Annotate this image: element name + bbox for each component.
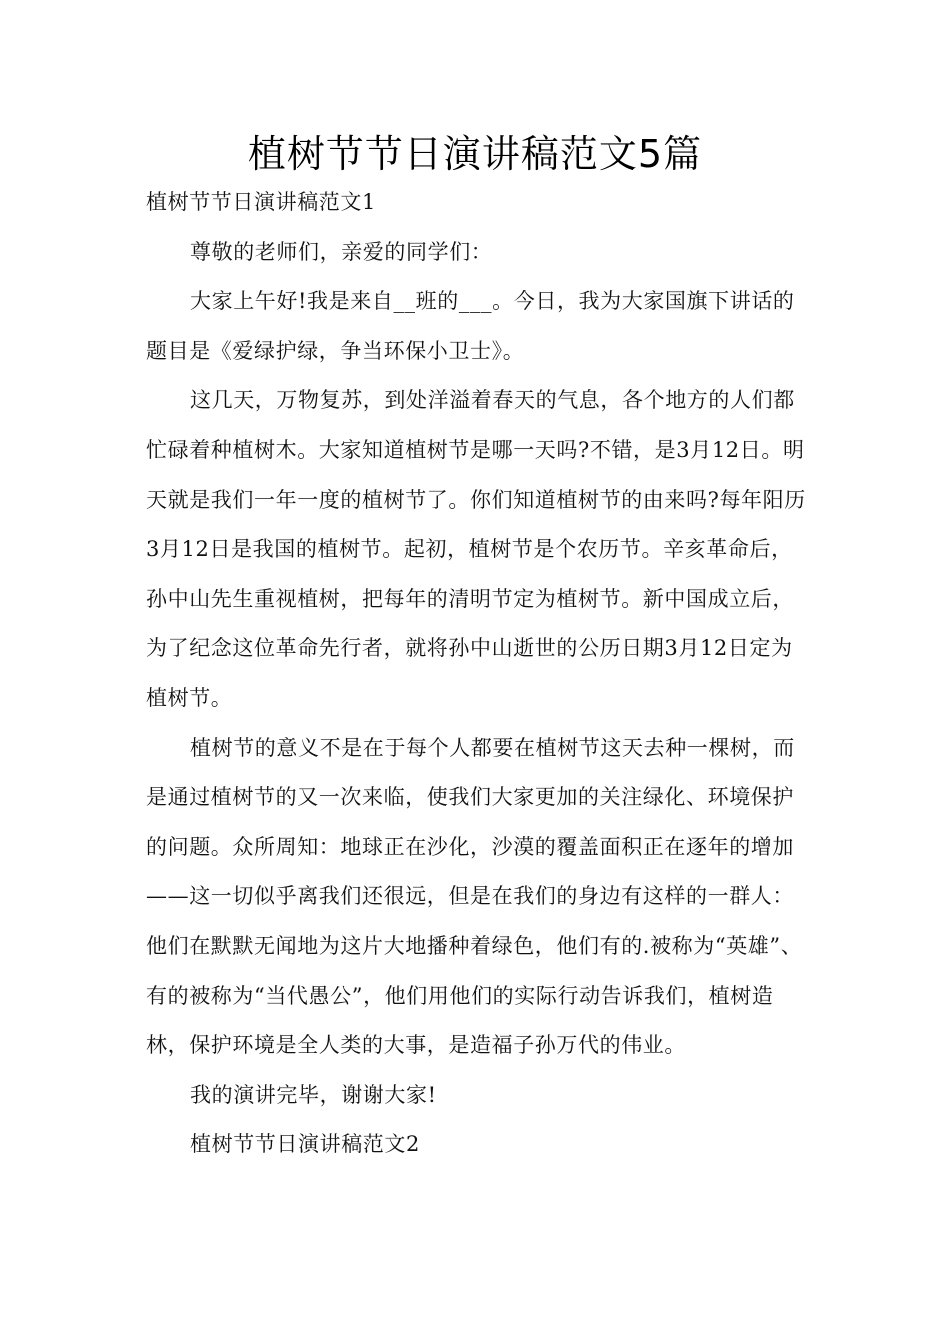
body-paragraph: 这几天，万物复苏，到处洋溢着春天的气息，各个地方的人们都忙碌着种植树木。大家知道植树节是哪一天吗?不错，是3月12日。明天就是我们一年一度的植树节了。你们知道植树节的由来吗?每年阳历3月12日是我国的植树节。起初，植树节是个农历节。辛亥革命后，孙中山先生重视植树，把每年的清明节定为植树节。新中国成立后，为了纪念这位革命先行者，就将孙中山逝世的公历日期3月12日定为植树节。 bbox=[146, 388, 806, 710]
document-title: 植树节节日演讲稿范文5篇 bbox=[247, 132, 703, 176]
section-heading-2: 植树节节日演讲稿范文2 bbox=[190, 1132, 420, 1157]
body-paragraph: 植树节的意义不是在于每个人都要在植树节这天去种一棵树，而是通过植树节的又一次来临，使我们大家更加的关注绿化、环境保护的问题。众所周知：地球正在沙化，沙漠的覆盖面积正在逐年的增加——这一切似乎离我们还很远，但是在我们的身边有这样的一群人：他们在默默无闻地为这片大地播种着绿色，他们有的.被称为“英雄”、有的被称为“当代愚公”，他们用他们的实际行动告诉我们，植树造林，保护环境是全人类的大事，是造福子孙万代的伟业。 bbox=[146, 735, 803, 1058]
salutation-paragraph: 尊敬的老师们，亲爱的同学们： bbox=[190, 239, 493, 264]
document-body bbox=[146, 178, 810, 1170]
body-paragraph: 大家上午好!我是来自__班的___。今日，我为大家国旗下讲话的题目是《爱绿护绿，争当环保小卫士》。 bbox=[146, 289, 795, 363]
closing-paragraph: 我的演讲完毕，谢谢大家! bbox=[190, 1082, 437, 1107]
section-heading-1: 植树节节日演讲稿范文1 bbox=[146, 190, 376, 214]
